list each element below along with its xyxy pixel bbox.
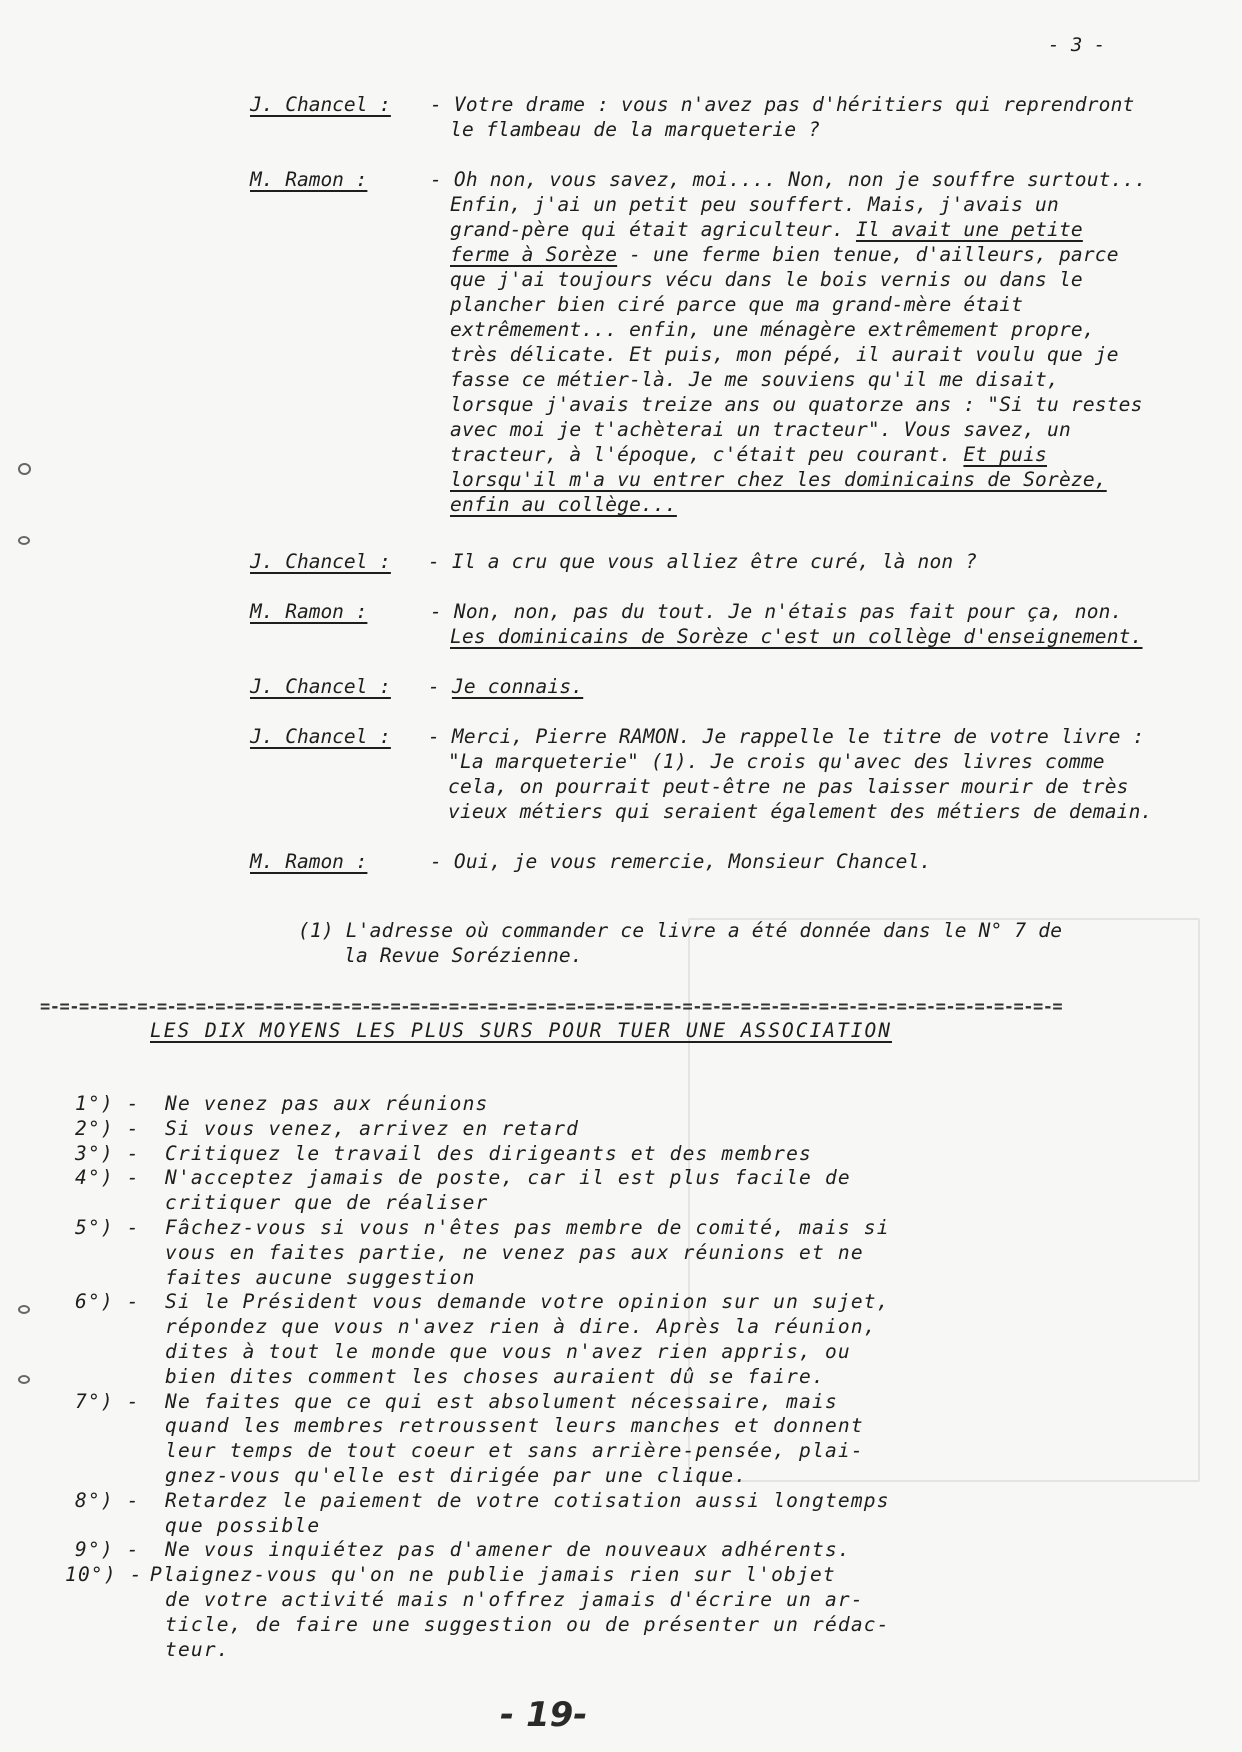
punch-hole-mark <box>18 1375 30 1384</box>
list-item-line: Fâchez-vous si vous n'êtes pas membre de comité, mais si <box>165 1216 890 1239</box>
speaker-label: M. Ramon : <box>250 600 368 623</box>
dialogue-line: - Non, non, pas du tout. Je n'étais pas fait pour ça, non. <box>430 600 1123 623</box>
list-item-line: répondez que vous n'avez rien à dire. Après la réunion, <box>165 1315 877 1339</box>
dialogue-line: vieux métiers qui seraient également des métiers de demain. <box>448 800 1153 823</box>
underlined-segment: Et puis <box>963 443 1048 466</box>
dialogue-line: - Votre drame : vous n'avez pas d'héritiers qui reprendront <box>430 93 1135 116</box>
dialogue-line: que j'ai toujours vécu dans le bois vernis ou dans le <box>450 268 1083 291</box>
line-segment: grand-père qui était agriculteur. <box>450 218 856 241</box>
list-item-number: 5°) - <box>75 1216 140 1239</box>
dialogue-line: Enfin, j'ai un petit peu souffert. Mais, j'avais un <box>450 193 1059 216</box>
dialogue-line: lorsque j'avais treize ans ou quatorze ans : "Si tu restes <box>450 393 1143 416</box>
dialogue-line: - Oui, je vous remercie, Monsieur Chancel. <box>430 850 932 873</box>
list-item-line: Plaignez-vous qu'on ne publie jamais rien sur l'objet <box>150 1563 836 1587</box>
line-segment: tracteur, à l'époque, c'était peu courant. <box>450 443 964 466</box>
dialogue-line <box>450 218 1083 241</box>
dialogue-line: "La marqueterie" (1). Je crois qu'avec des livres comme <box>448 750 1105 773</box>
dialogue-line: - Merci, Pierre RAMON. Je rappelle le titre de votre livre : <box>428 725 1145 748</box>
list-item-line: Ne venez pas aux réunions <box>165 1092 489 1115</box>
dialogue-line <box>428 675 583 698</box>
dialogue-line: fasse ce métier-là. Je me souviens qu'il me disait, <box>450 368 1059 391</box>
list-item-number: 6°) - <box>75 1290 140 1314</box>
list-item-line: que possible <box>165 1513 321 1537</box>
dialogue-line: le flambeau de la marqueterie ? <box>450 118 821 141</box>
list-item-number: 10°) - <box>65 1563 143 1587</box>
list-item-line: N'acceptez jamais de poste, car il est plus facile de <box>165 1166 851 1190</box>
speaker-label: J. Chancel : <box>250 550 391 573</box>
footnote-line-2: la Revue Sorézienne. <box>344 944 583 967</box>
list-item-line: ticle, de faire une suggestion ou de présenter un rédac- <box>165 1612 890 1636</box>
list-item-line: bien dites comment les choses auraient dû se faire. <box>165 1364 825 1388</box>
dialogue-line: lorsqu'il m'a vu entrer chez les dominicains de Sorèze, <box>450 468 1107 491</box>
list-item-number: 1°) - <box>75 1092 140 1115</box>
dialogue-line: avec moi je t'achèterai un tracteur". Vous savez, un <box>450 418 1071 441</box>
list-item-number: 7°) - <box>75 1389 140 1413</box>
page-number-top: - 3 - <box>1048 34 1106 56</box>
list-item-line: gnez-vous qu'elle est dirigée par une clique. <box>165 1464 748 1487</box>
underlined-segment: Il avait une petite <box>855 218 1083 241</box>
speaker-label: J. Chancel : <box>250 675 391 698</box>
list-item-line: Retardez le paiement de votre cotisation aussi longtemps <box>165 1488 890 1512</box>
punch-hole-mark <box>18 536 30 545</box>
list-item-line: Si le Président vous demande votre opinion sur un sujet, <box>165 1290 890 1314</box>
list-item-number: 3°) - <box>75 1141 140 1165</box>
list-item-line: Ne vous inquiétez pas d'amener de nouveaux adhérents. <box>165 1538 851 1562</box>
dialogue-line: - Il a cru que vous alliez être curé, là non ? <box>428 550 978 573</box>
list-item-number: 9°) - <box>75 1538 140 1562</box>
dialogue-line: cela, on pourrait peut-être ne pas laisser mourir de très <box>448 775 1129 798</box>
list-item-line: leur temps de tout coeur et sans arrière-pensée, plai- <box>165 1439 864 1463</box>
speaker-label: J. Chancel : <box>250 93 391 116</box>
handwritten-page-number: - 19- <box>500 1695 588 1735</box>
line-segment: - une ferme bien tenue, d'ailleurs, parce <box>617 243 1119 266</box>
speaker-label: J. Chancel : <box>250 725 391 748</box>
list-item-line: teur. <box>165 1637 230 1661</box>
list-item-line: dites à tout le monde que vous n'avez rien appris, ou <box>165 1340 851 1363</box>
list-item-line: faites aucune suggestion <box>165 1265 476 1289</box>
list-item-line: vous en faites partie, ne venez pas aux réunions et ne <box>165 1240 864 1264</box>
dialogue-line: extrêmement... enfin, une ménagère extrêmement propre, <box>450 318 1095 341</box>
dialogue-line: enfin au collège... <box>450 493 677 516</box>
dialogue-line: - Oh non, vous savez, moi.... Non, non je souffre surtout... <box>430 168 1147 191</box>
punch-hole-mark <box>18 463 31 475</box>
dialogue-line: plancher bien ciré parce que ma grand-mère était <box>450 293 1024 316</box>
section-title: LES DIX MOYENS LES PLUS SURS POUR TUER UNE ASSOCIATION <box>150 1019 892 1042</box>
list-item-number: 2°) - <box>75 1116 140 1140</box>
list-item-line: Critiquez le travail des dirigeants et des membres <box>165 1141 812 1165</box>
separator-line: =-=-=-=-=-=-=-=-=-=-=-=-=-=-=-=-=-=-=-=-=-=-=-=-=-=-=-=-=-=-=-=-=-=-=-=-=-=-=-=-=-=-=-=-=-=-=-=-=-=-=-=-= <box>40 997 1063 1017</box>
speaker-label: M. Ramon : <box>250 168 368 191</box>
dialogue-line <box>450 443 1047 466</box>
list-item-line: de votre activité mais n'offrez jamais d'écrire un ar- <box>165 1588 864 1611</box>
list-item-line: critiquer que de réaliser <box>165 1191 489 1215</box>
speaker-label: M. Ramon : <box>250 850 368 873</box>
dialogue-line <box>450 243 1119 266</box>
dialogue-line: Les dominicains de Sorèze c'est un collège d'enseignement. <box>450 625 1143 648</box>
list-item-line: quand les membres retroussent leurs manches et donnent <box>165 1414 864 1438</box>
list-item-line: Ne faites que ce qui est absolument nécessaire, mais <box>165 1389 838 1413</box>
line-segment: - <box>428 675 452 698</box>
punch-hole-mark <box>18 1305 30 1314</box>
list-item-number: 8°) - <box>75 1488 140 1512</box>
list-item-line: Si vous venez, arrivez en retard <box>165 1116 580 1140</box>
underlined-segment: ferme à Sorèze <box>450 243 618 266</box>
list-item-number: 4°) - <box>75 1166 140 1190</box>
underlined-segment: Je connais. <box>451 675 584 698</box>
footnote-line-1: (1) L'adresse où commander ce livre a été donnée dans le N° 7 de <box>298 919 1063 942</box>
dialogue-line: très délicate. Et puis, mon pépé, il aurait voulu que je <box>450 343 1119 366</box>
